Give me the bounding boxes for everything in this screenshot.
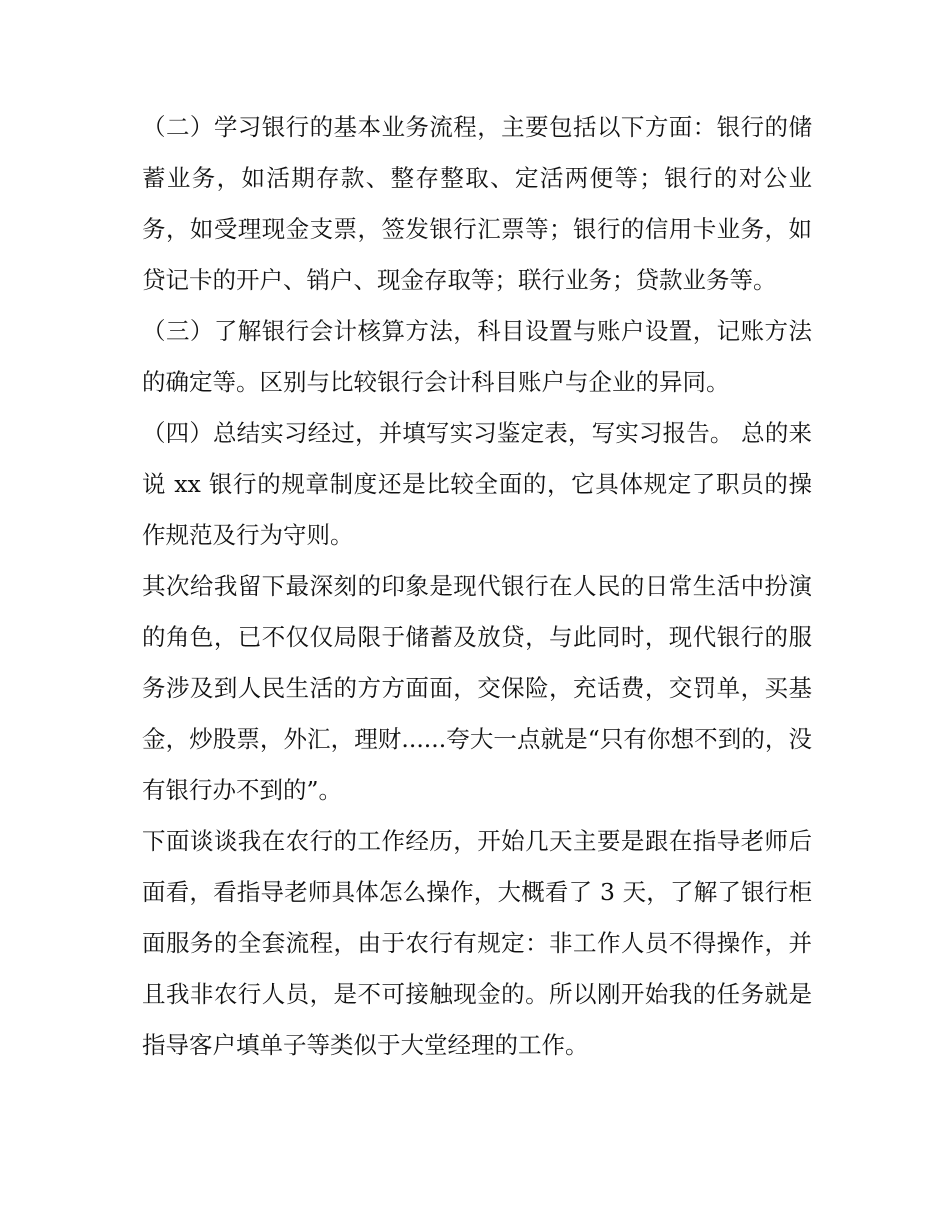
paragraph-internship-summary: （四）总结实习经过，并填写实习鉴定表，写实习报告。 总的来说 xx 银行的规章制度还是比较全面的，它具体规定了职员的操作规范及行为守则。	[142, 419, 812, 549]
paragraph-work-experience: 下面谈谈我在农行的工作经历，开始几天主要是跟在指导老师后面看，看指导老师具体怎么操作，大概看了 3 天，了解了银行柜面服务的全套流程，由于农行有规定：非工作人员不得操作，并且我非农行人员，是不可接触现金的。所以刚开始我的任务就是指导客户填单子等类似于大堂经理的工作。	[142, 827, 812, 1059]
paragraph-accounting-methods: （三）了解银行会计核算方法，科目设置与账户设置，记账方法的确定等。区别与比较银行会计科目账户与企业的异同。	[142, 317, 812, 396]
paragraph-modern-bank-role: 其次给我留下最深刻的印象是现代银行在人民的日常生活中扮演的角色，已不仅仅局限于储蓄及放贷，与此同时，现代银行的服务涉及到人民生活的方方面面，交保险，充话费，交罚单，买基金，炒股票，外汇，理财......夸大一点就是“只有你想不到的，没有银行办不到的”。	[142, 572, 812, 804]
document-body	[142, 102, 812, 1071]
paragraph-business-process: （二）学习银行的基本业务流程，主要包括以下方面：银行的储蓄业务，如活期存款、整存整取、定活两便等；银行的对公业务，如受理现金支票，签发银行汇票等；银行的信用卡业务，如贷记卡的开户、销户、现金存取等；联行业务；贷款业务等。	[142, 113, 812, 294]
